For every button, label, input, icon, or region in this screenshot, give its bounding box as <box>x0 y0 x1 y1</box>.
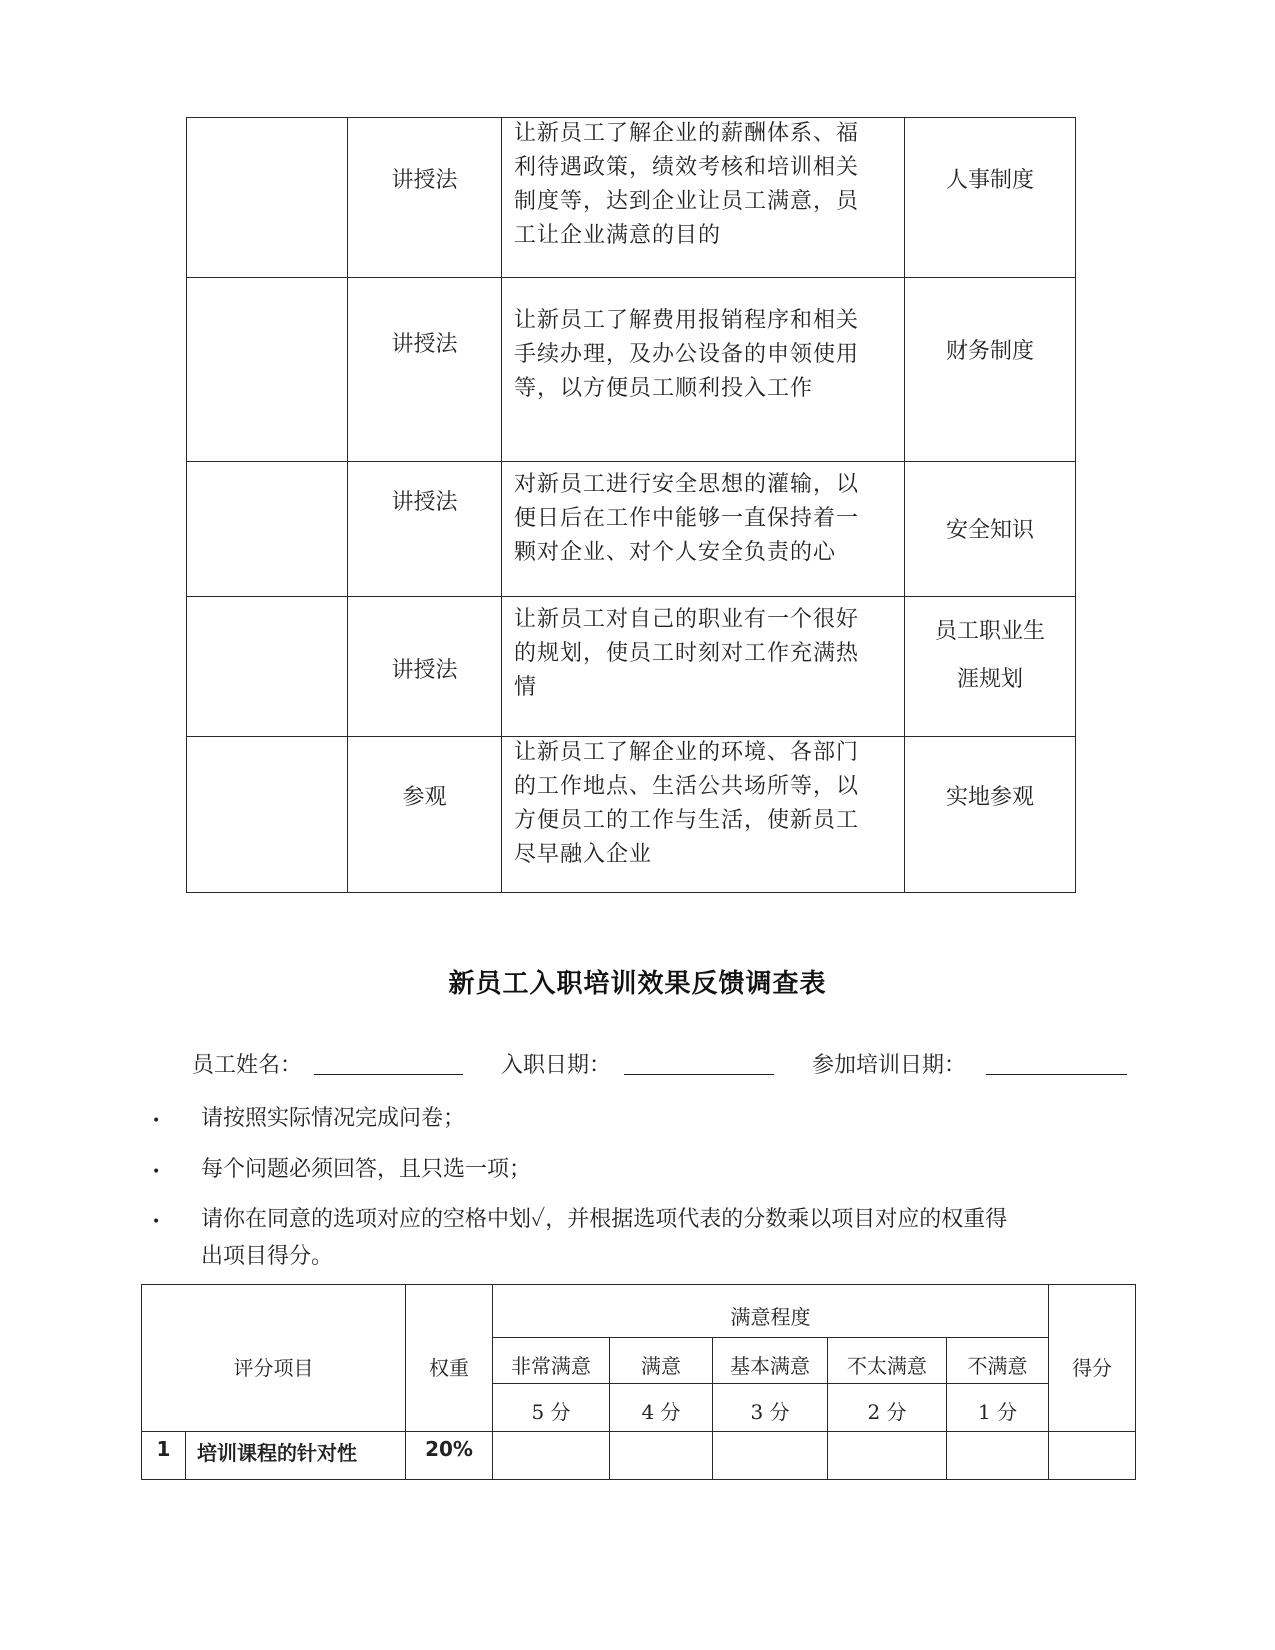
training-date-label: 参加培训日期： <box>812 1053 967 1078</box>
description-cell <box>502 278 905 462</box>
points-cell: 5 分 <box>493 1384 610 1432</box>
description-line: 工让企业满意的目的 <box>514 223 722 248</box>
employee-name-label: 员工姓名： <box>192 1053 303 1078</box>
method-cell <box>348 118 502 278</box>
instruction-list <box>152 1202 1008 1240</box>
table-row <box>187 278 1076 462</box>
points-cell: 3 分 <box>713 1384 828 1432</box>
bullet-icon: • <box>152 1214 161 1230</box>
topic-text: 实地参观 <box>945 785 1034 810</box>
join-date-label: 入职日期： <box>501 1053 612 1078</box>
empty-cell <box>187 737 348 893</box>
method-cell <box>348 462 502 597</box>
row-number: 1 <box>142 1432 186 1480</box>
survey-title: 新员工入职培训效果反馈调查表 <box>448 969 827 999</box>
topic-cell <box>905 118 1076 278</box>
topic-cell <box>905 278 1076 462</box>
topic-text: 员工职业生 <box>934 619 1045 644</box>
level-header: 满意 <box>610 1338 713 1384</box>
answer-cell[interactable] <box>713 1432 828 1480</box>
description-line: 让新员工了解企业的薪酬体系、福 <box>514 121 860 146</box>
empty-cell <box>187 118 348 278</box>
description-cell <box>502 597 905 737</box>
instruction-text: 每个问题必须回答，且只选一项； <box>201 1157 532 1182</box>
instruction-list <box>152 1101 466 1139</box>
method-text: 讲授法 <box>391 332 458 357</box>
description-line: 便日后在工作中能够一直保持着一 <box>514 506 860 531</box>
weight-header: 权重 <box>406 1285 493 1432</box>
level-header: 不太满意 <box>828 1338 947 1384</box>
topic-text: 人事制度 <box>945 168 1034 193</box>
employee-name-field[interactable] <box>314 1074 463 1075</box>
instruction-text: 请你在同意的选项对应的空格中划✓，并根据选项代表的分数乘以项目对应的权重得 <box>201 1207 1008 1232</box>
answer-cell[interactable] <box>610 1432 713 1480</box>
description-line: 利待遇政策，绩效考核和培训相关 <box>514 155 860 180</box>
description-cell <box>502 737 905 893</box>
empty-cell <box>187 278 348 462</box>
item-name: 培训课程的针对性 <box>186 1432 406 1480</box>
description-line: 让新员工了解费用报销程序和相关 <box>514 308 860 333</box>
item-header: 评分项目 <box>142 1285 406 1432</box>
description-cell <box>502 118 905 278</box>
method-cell <box>348 737 502 893</box>
description-line: 方便员工的工作与生活，使新员工 <box>514 808 860 833</box>
empty-cell <box>187 462 348 597</box>
answer-cell[interactable] <box>493 1432 610 1480</box>
list-item <box>152 1101 466 1139</box>
table-row <box>142 1285 1136 1338</box>
empty-cell <box>187 597 348 737</box>
description-line: 情 <box>514 675 538 700</box>
answer-cell[interactable] <box>947 1432 1049 1480</box>
description-line: 让新员工了解企业的环境、各部门 <box>514 740 860 765</box>
method-text: 参观 <box>402 785 447 810</box>
table-row <box>187 118 1076 278</box>
instruction-text: 出项目得分。 <box>201 1244 334 1269</box>
description-line: 的规划，使员工时刻对工作充满热 <box>514 641 860 666</box>
description-line: 对新员工进行安全思想的灌输，以 <box>514 472 860 497</box>
method-cell <box>348 278 502 462</box>
description-line: 让新员工对自己的职业有一个很好 <box>514 607 860 632</box>
join-date-field[interactable] <box>624 1074 774 1075</box>
description-line: 手续办理，及办公设备的申领使用 <box>514 342 860 367</box>
table-row <box>187 597 1076 737</box>
answer-cell[interactable] <box>828 1432 947 1480</box>
bullet-icon: • <box>152 1164 161 1180</box>
table-row <box>187 737 1076 893</box>
instruction-text: 请按照实际情况完成问卷； <box>201 1106 466 1131</box>
level-header: 不满意 <box>947 1338 1049 1384</box>
method-text: 讲授法 <box>391 658 458 683</box>
level-header: 基本满意 <box>713 1338 828 1384</box>
description-line: 的工作地点、生活公共场所等，以 <box>514 774 860 799</box>
training-date-field[interactable] <box>986 1074 1127 1075</box>
table-row <box>187 462 1076 597</box>
description-line: 尽早融入企业 <box>514 842 653 867</box>
topic-cell <box>905 597 1076 737</box>
method-text: 讲授法 <box>391 490 458 515</box>
table-row <box>142 1432 1136 1480</box>
topic-cell <box>905 462 1076 597</box>
points-cell: 1 分 <box>947 1384 1049 1432</box>
topic-text: 财务制度 <box>945 339 1034 364</box>
list-item <box>152 1202 1008 1240</box>
score-header: 得分 <box>1049 1285 1136 1432</box>
level-header: 非常满意 <box>493 1338 610 1384</box>
method-text: 讲授法 <box>391 168 458 193</box>
score-cell[interactable] <box>1049 1432 1136 1480</box>
topic-text: 涯规划 <box>956 667 1023 692</box>
topic-text: 安全知识 <box>945 518 1034 543</box>
survey-table <box>141 1284 1136 1480</box>
points-cell: 2 分 <box>828 1384 947 1432</box>
instruction-list <box>152 1152 532 1190</box>
topic-cell <box>905 737 1076 893</box>
points-cell: 4 分 <box>610 1384 713 1432</box>
bullet-icon: • <box>152 1113 161 1129</box>
satisfaction-header: 满意程度 <box>493 1285 1049 1338</box>
list-item <box>152 1152 532 1190</box>
description-line: 等，以方便员工顺利投入工作 <box>514 376 814 401</box>
weight-value: 20% <box>406 1432 493 1480</box>
training-content-table <box>186 117 1076 893</box>
method-cell <box>348 597 502 737</box>
description-line: 颗对企业、对个人安全负责的心 <box>514 540 837 565</box>
description-cell <box>502 462 905 597</box>
description-line: 制度等，达到企业让员工满意，员 <box>514 189 860 214</box>
